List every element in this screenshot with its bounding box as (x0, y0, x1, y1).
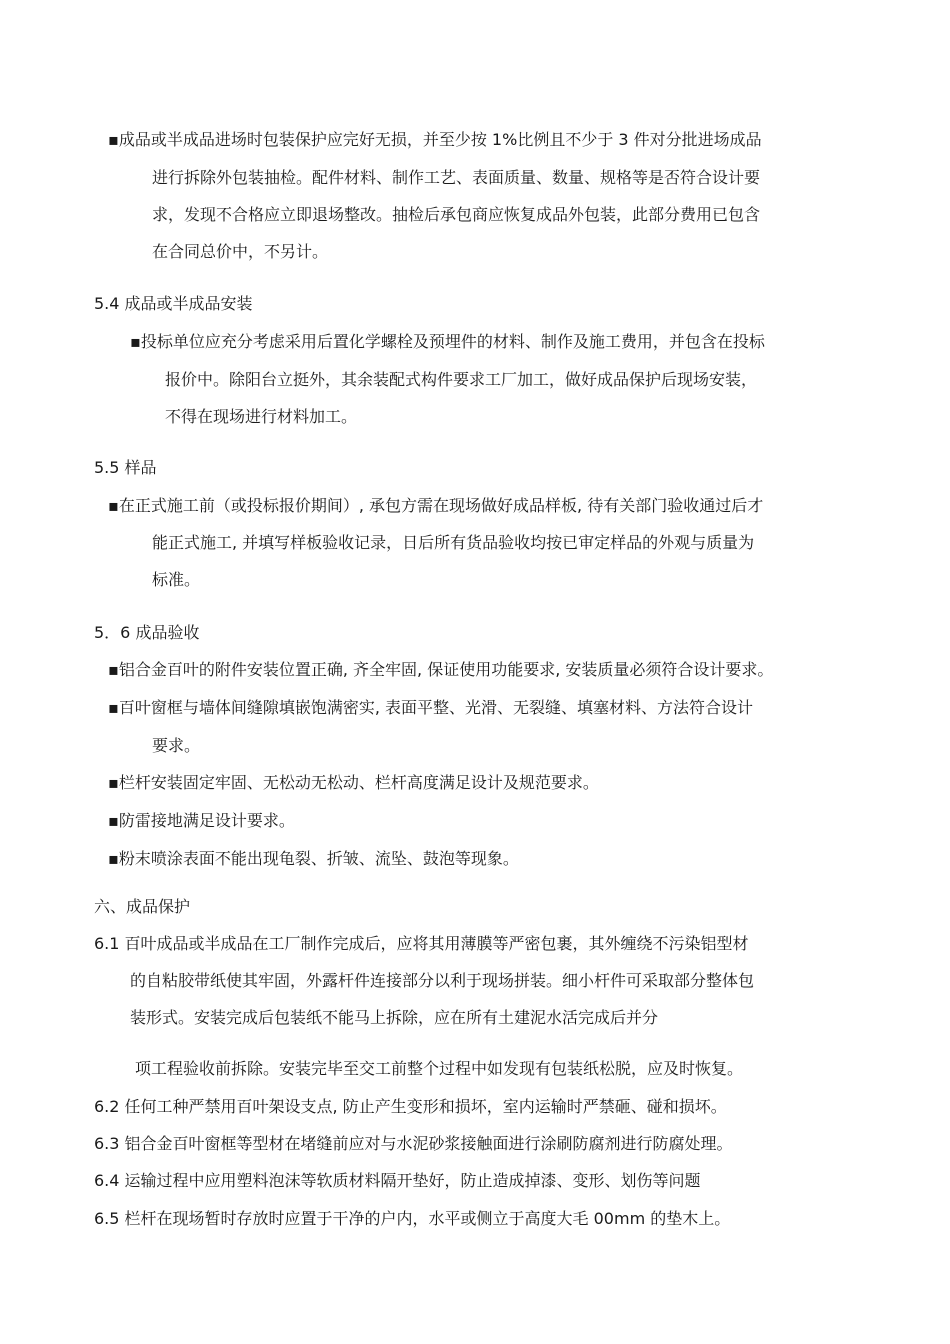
body-line: 进行拆除外包装抽检。配件材料、制作工艺、表面质量、数量、规格等是否符合设计要 (152, 168, 761, 187)
body-line: ▪粉末喷涂表面不能出现龟裂、折皱、流坠、鼓泡等现象。 (108, 849, 519, 868)
body-line: ▪栏杆安装固定牢固、无松动无松动、栏杆高度满足设计及规范要求。 (108, 773, 599, 792)
body-line: 报价中。除阳台立挺外，其余装配式构件要求工厂加工，做好成品保护后现场安装， (165, 370, 758, 389)
body-line: 标准。 (152, 570, 201, 589)
body-line: 能正式施工, 并填写样板验收记录，日后所有货品验收均按已审定样品的外观与质量为 (152, 533, 755, 552)
section-heading: 六、成品保护 (94, 897, 191, 916)
body-line: ▪投标单位应充分考虑采用后置化学螺栓及预埋件的材料、制作及施工费用，并包含在投标 (130, 332, 765, 351)
body-line: 6.2 任何工种严禁用百叶架设支点, 防止产生变形和损坏，室内运输时严禁砸、碰和损坏。 (94, 1097, 727, 1116)
body-line: 6.1 百叶成品或半成品在工厂制作完成后，应将其用薄膜等严密包裹，其外缠绕不污染铝型材 (94, 934, 749, 953)
body-line: ▪百叶窗框与墙体间缝隙填嵌饱满密实, 表面平整、光滑、无裂缝、填塞材料、方法符合设计 (108, 698, 754, 717)
body-line: 要求。 (152, 736, 201, 755)
body-line: 6.4 运输过程中应用塑料泡沫等软质材料隔开垫好，防止造成掉漆、变形、划伤等问题 (94, 1171, 701, 1190)
body-line: ▪铝合金百叶的附件安装位置正确, 齐全牢固, 保证使用功能要求, 安装质量必须符合设计要求。 (108, 660, 774, 679)
body-line: 不得在现场进行材料加工。 (165, 407, 358, 426)
section-heading: 5．6 成品验收 (94, 623, 200, 642)
body-line: 求，发现不合格应立即退场整改。抽检后承包商应恢复成品外包装，此部分费用已包含 (152, 205, 761, 224)
body-line: ▪在正式施工前（或投标报价期间）, 承包方需在现场做好成品样板, 待有关部门验收通过后才 (108, 496, 764, 515)
body-line: 在合同总价中，不另计。 (152, 242, 329, 261)
section-heading: 5.5 样品 (94, 458, 157, 477)
body-line: 装形式。安装完成后包装纸不能马上拆除，应在所有土建泥水活完成后并分 (130, 1008, 659, 1027)
body-line: 6.3 铝合金百叶窗框等型材在堵缝前应对与水泥砂浆接触面进行涂刷防腐剂进行防腐处理。 (94, 1134, 733, 1153)
body-line: ▪成品或半成品进场时包装保护应完好无损，并至少按 1%比例且不少于 3 件对分批进场成品 (108, 130, 762, 149)
section-heading: 5.4 成品或半成品安装 (94, 294, 253, 313)
body-line: 的自粘胶带纸使其牢固，外露杆件连接部分以利于现场拼装。细小杆件可采取部分整体包 (130, 971, 755, 990)
body-line: 项工程验收前拆除。安装完毕至交工前整个过程中如发现有包装纸松脱，应及时恢复。 (135, 1059, 744, 1078)
body-line: ▪防雷接地满足设计要求。 (108, 811, 295, 830)
body-line: 6.5 栏杆在现场暂时存放时应置于干净的户内，水平或侧立于高度大毛 00mm 的垫木上。 (94, 1209, 731, 1228)
